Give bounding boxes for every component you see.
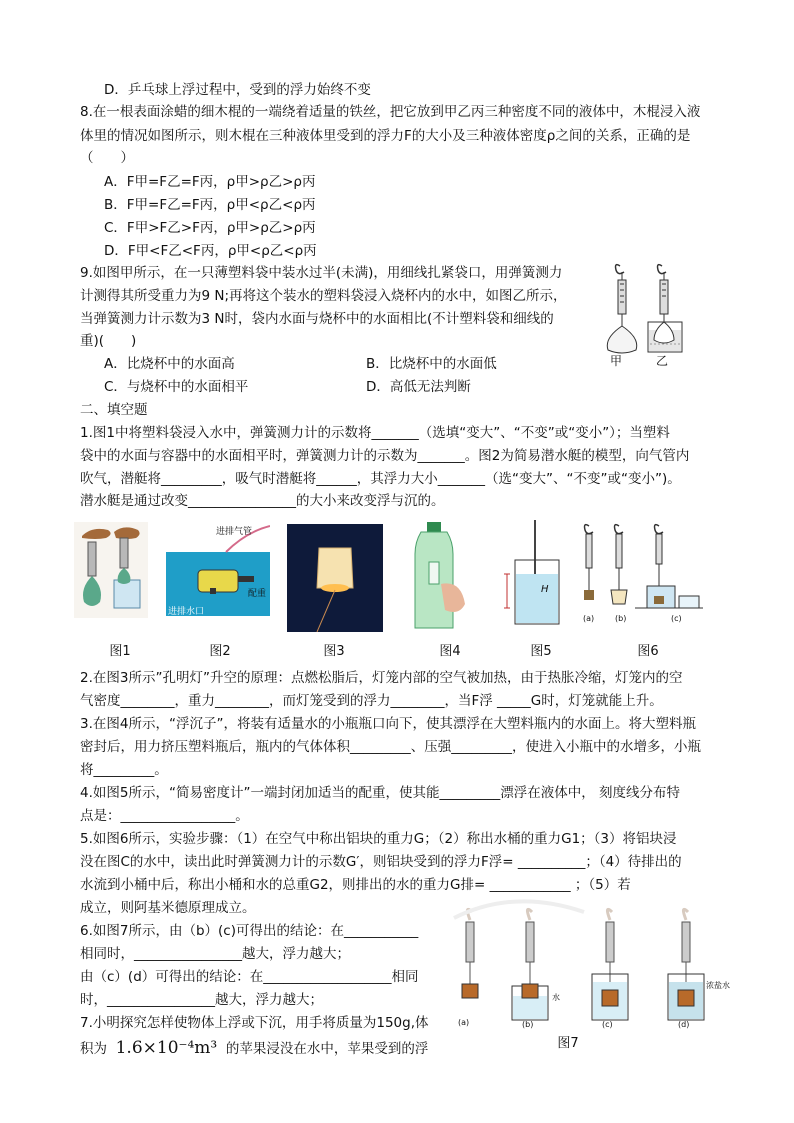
- figure-1-caption: 图1: [109, 644, 131, 659]
- fig6-label-a: (a): [583, 614, 595, 623]
- fill3-line-1: 3.在图4所示，“浮沉子”，将装有适量水的小瓶瓶口向下，使其漂浮在大塑料瓶内的水面上。将大塑料瓶: [80, 716, 696, 732]
- fig7-label-a: (a): [458, 1018, 470, 1027]
- figure-7-caption: 图7: [557, 1036, 579, 1051]
- fig7-label-c: (c): [602, 1020, 613, 1029]
- q9-option-d: D．高低无法判断: [366, 379, 471, 395]
- q9-stem-1: 9.如图甲所示，在一只薄塑料袋中装水过半(未满)，用细线扎紧袋口，用弹簧测力: [80, 265, 563, 281]
- figure-3-caption: 图3: [323, 644, 345, 659]
- figure-5: [501, 520, 571, 632]
- fill1-line-3: 吹气，潜艇将_________，吸气时潜艇将______，其浮力大小_______（选“变大”、“不变”或“变小”)。: [80, 471, 681, 487]
- fill2-line-2: 气密度________，重力________，而灯笼受到的浮力________，当F浮 _____G时，灯笼就能上升。: [80, 693, 663, 709]
- fig5-label-h: H: [541, 584, 549, 595]
- fill1-line-2: 袋中的水面与容器中的水面相平时，弹簧测力计的示数为_______。图2为简易潜水艇的模型，向气管内: [80, 448, 690, 464]
- fill4-line-1: 4.如图5所示，“简易密度计”一端封闭加适当的配重，使其能_________漂浮在液体中， 刻度线分布特: [80, 785, 680, 801]
- q9-option-c: C．与烧杯中的水面相平: [104, 379, 249, 395]
- fig2-label-top: 进排气管: [216, 527, 253, 537]
- fill7-line-2: [80, 1036, 428, 1061]
- fig7-brine: 浓盐水: [706, 981, 730, 990]
- q8-stem-1: 8.在一根表面涂蜡的细木棍的一端绕着适量的铁丝，把它放到甲乙丙三种密度不同的液体中，木棍浸入液: [80, 104, 701, 120]
- fill5-line-1: 5.如图6所示，实验步骤：（1）在空气中称出铝块的重力G；（2）称出水桶的重力G1；（3）将铝块浸: [80, 831, 677, 847]
- figure-4-caption: 图4: [439, 644, 461, 659]
- fill6-line-4: 时，________________越大，浮力越大；: [80, 992, 323, 1008]
- fill3-line-2: 密封后，用力挤压塑料瓶后，瓶内的气体体积_________、压强_________，使进入小瓶中的水增多，小瓶: [80, 739, 701, 755]
- fig2-label-bottom: 进排水口: [168, 607, 205, 617]
- fill6-line-2: 相同时，________________越大，浮力越大；: [80, 946, 350, 962]
- fill4-line-2: 点是：_________________。: [80, 808, 249, 824]
- q9-label-yi: 乙: [656, 354, 669, 368]
- figure-6-caption: 图6: [637, 644, 659, 659]
- fill5-line-4: 成立，则阿基米德原理成立。: [80, 900, 256, 916]
- section-title: 二、填空题: [80, 402, 148, 418]
- fig2-label-side: 配重: [248, 589, 267, 599]
- fill6-line-3: 由（c）(d）可得出的结论：在___________________相同: [80, 969, 419, 985]
- q9-label-jia: 甲: [610, 354, 623, 368]
- fill6-line-1: 6.如图7所示，由（b）(c)可得出的结论：在___________: [80, 923, 419, 939]
- q9-option-b: B．比烧杯中的水面低: [366, 356, 497, 372]
- fig6-label-c: (c): [671, 614, 682, 623]
- figure-5-caption: 图5: [530, 644, 552, 659]
- q9-stem-2: 计测得其所受重力为9 N;再将这个装水的塑料袋浸入烧杯内的水中，如图乙所示，: [80, 288, 567, 304]
- fill7-pre: 积为: [80, 1041, 107, 1057]
- fill2-line-1: 2.在图3所示”孔明灯”升空的原理：点燃松脂后，灯笼内部的空气被加热，由于热胀冷缩，灯笼内的空: [80, 670, 683, 686]
- q8-option-c: C．F甲>F乙>F丙，ρ甲>ρ乙>ρ丙: [104, 220, 316, 236]
- q8-stem-2: 体里的情况如图所示，则木棍在三种液体里受到的浮力F的大小及三种液体密度ρ之间的关系，正确的是: [80, 128, 691, 144]
- fig7-label-d: (d): [678, 1020, 690, 1029]
- q8-option-a: A．F甲=F乙=F丙，ρ甲>ρ乙>ρ丙: [104, 174, 316, 190]
- fig7-label-b: (b): [522, 1020, 534, 1029]
- q9-figure: [598, 260, 706, 372]
- fill5-line-2: 没在图C的水中，读出此时弹簧测力计的示数G′，则铝块受到的浮力F浮= __________；（4）待排出的: [80, 854, 682, 870]
- fill1-line-4: 潜水艇是通过改变________________的大小来改变浮与沉的。: [80, 493, 445, 509]
- q8-option-d: D．F甲<F乙<F丙，ρ甲<ρ乙<ρ丙: [104, 243, 317, 259]
- fill5-line-3: 水流到小桶中后，称出小桶和水的总重G2，则排出的水的重力G排= ____________ ；（5）若: [80, 877, 631, 893]
- q9-stem-3: 当弹簧测力计示数为3 N时，袋内水面与烧杯中的水面相比(不计塑料袋和细线的: [80, 311, 554, 327]
- fill3-line-3: 将_________。: [80, 762, 168, 778]
- fig7-water: 水: [552, 993, 560, 1002]
- q9-option-a: A．比烧杯中的水面高: [104, 356, 235, 372]
- apple-volume-value: 1.6×10⁻⁴m³: [115, 1038, 218, 1058]
- fill7-post: 的苹果浸没在水中，苹果受到的浮: [225, 1041, 429, 1057]
- figure-1: [74, 522, 148, 618]
- q8-option-b: B．F甲=F乙=F丙，ρ甲<ρ乙<ρ丙: [104, 197, 316, 213]
- figure-7: [452, 898, 732, 1030]
- fill7-line-1: 7.小明探究怎样使物体上浮或下沉，用手将质量为150g,体: [80, 1015, 429, 1031]
- figure-3: [287, 524, 383, 632]
- q7-option-d: D．乒乓球上浮过程中，受到的浮力始终不变: [104, 82, 371, 98]
- figure-2: [166, 522, 270, 618]
- figure-4: [407, 522, 467, 634]
- q9-stem-4: 重)( ): [80, 333, 137, 349]
- figure-2-caption: 图2: [209, 644, 231, 659]
- figure-6: [575, 520, 705, 630]
- fill1-line-1: 1.图1中将塑料袋浸入水中，弹簧测力计的示数将_______（选填“变大”、“不变”或“变小”）；当塑料: [80, 425, 670, 441]
- fig6-label-b: (b): [615, 614, 627, 623]
- q8-stem-3: （ ）: [80, 150, 134, 166]
